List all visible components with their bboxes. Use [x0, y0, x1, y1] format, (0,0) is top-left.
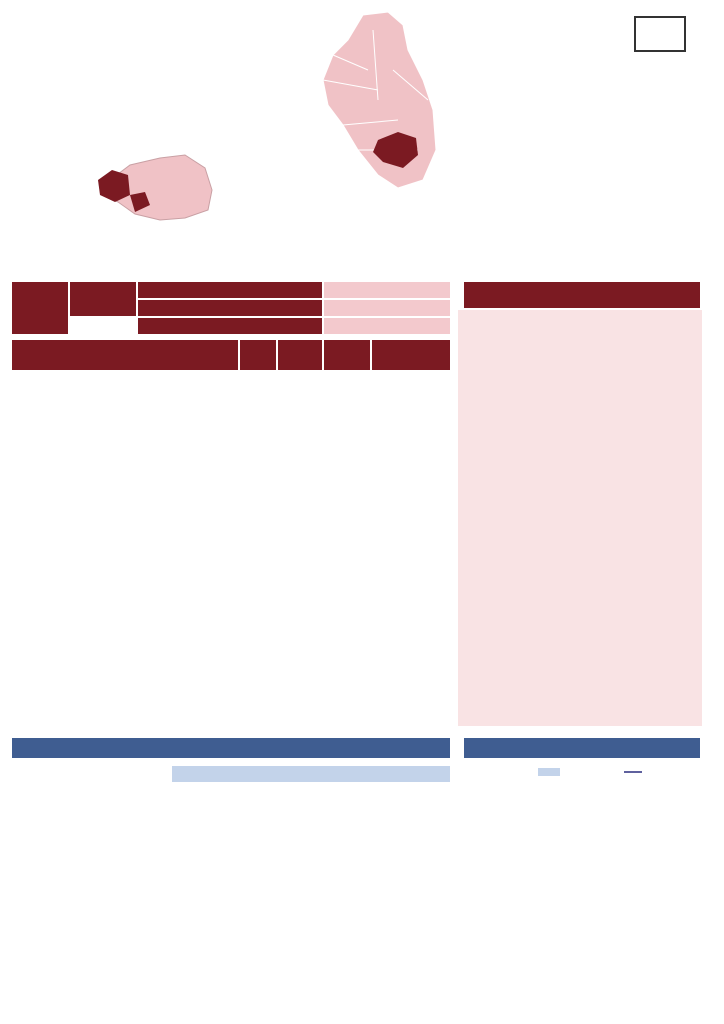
pyramid-title — [464, 282, 700, 308]
voivodeship-map — [318, 10, 443, 190]
demo-title — [12, 738, 450, 758]
legend-swatch-bars — [538, 768, 560, 776]
migration-chart — [458, 762, 704, 922]
stat-logo — [634, 16, 686, 52]
population-pyramid — [458, 310, 702, 726]
demo-table — [12, 766, 450, 788]
highlighted-region-map — [98, 170, 130, 202]
counts-block — [12, 282, 450, 334]
chart-title — [464, 738, 700, 758]
stats-title — [12, 340, 238, 370]
poland-map — [90, 140, 220, 225]
